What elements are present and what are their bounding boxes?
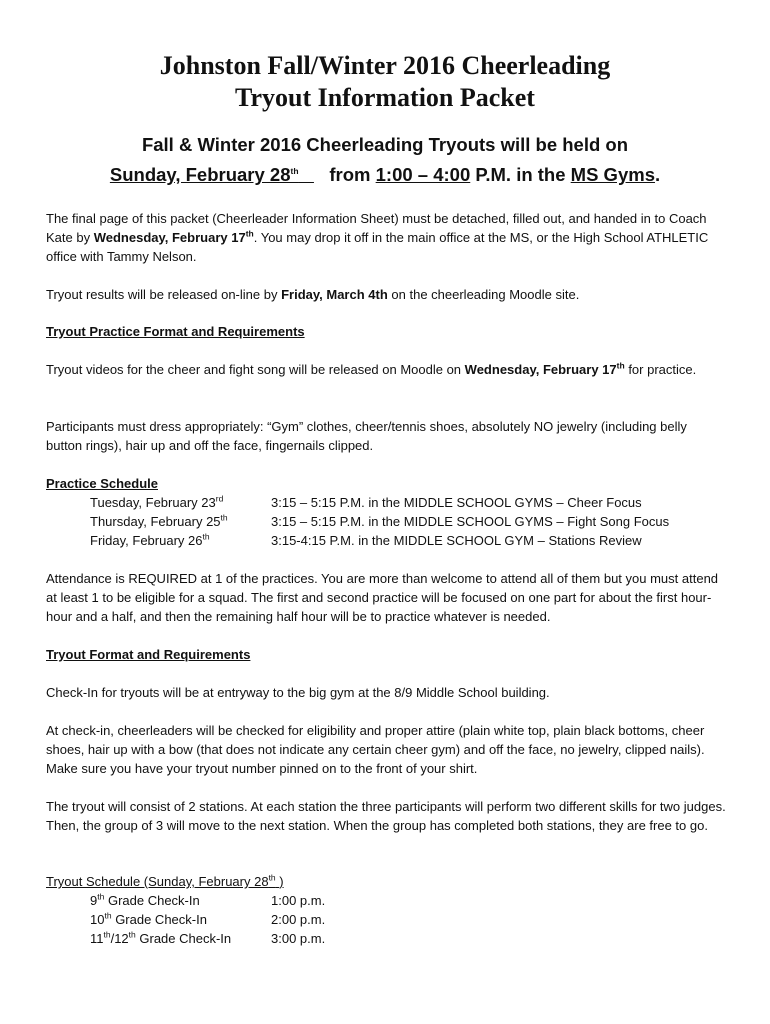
- practice-row-day: Friday, February 26th: [90, 531, 210, 548]
- practice-row-day: Thursday, February 25th: [90, 512, 228, 529]
- schedule-row-time: 2:00 p.m.: [271, 912, 326, 927]
- dress-paragraph: Participants must dress appropriately: “Gym” clothes, cheer/tennis shoes, absolutely NO jewelry (including belly button rings), hair up and off the face, fingernails clipped.: [46, 419, 687, 453]
- stations-paragraph: The tryout will consist of 2 stations. At each station the three participants will perform two different skills for two judges. Then, the group of 3 will move to the next station. When the group has completed both stations, they are free to go.: [46, 799, 726, 833]
- practice-row-detail: 3:15 – 5:15 P.M. in the MIDDLE SCHOOL GYMS – Cheer Focus: [271, 495, 642, 510]
- announcement-line-2: Sunday, February 28th from 1:00 – 4:00 P.M. in the MS Gyms.: [109, 164, 661, 185]
- schedule-row-grade: 10th Grade Check-In: [90, 910, 207, 927]
- results-paragraph: Tryout results will be released on-line by Friday, March 4th on the cheerleading Moodle site.: [46, 287, 580, 302]
- tryout-schedule-heading: Tryout Schedule (Sunday, February 28th ): [46, 872, 284, 889]
- results-date: Friday, March 4th: [281, 287, 388, 302]
- schedule-row-time: 1:00 p.m.: [271, 893, 326, 908]
- tryout-time: 1:00 – 4:00: [375, 164, 471, 185]
- info-sheet-paragraph: The final page of this packet (Cheerleader Information Sheet) must be detached, filled out, and handed in to Coach Kate by Wednesday, February 17th. You may drop it off in the main office at the MS, or the High School ATHLETIC office with Tammy Nelson.: [46, 211, 709, 264]
- page-title-line-1: Johnston Fall/Winter 2016 Cheerleading: [159, 51, 611, 80]
- practice-row-detail: 3:15 – 5:15 P.M. in the MIDDLE SCHOOL GYMS – Fight Song Focus: [271, 514, 670, 529]
- schedule-row-time: 3:00 p.m.: [271, 931, 326, 946]
- eligibility-paragraph: At check-in, cheerleaders will be checked for eligibility and proper attire (plain white top, plain black bottoms, cheer shoes, hair up with a bow (that does not indicate any certain cheer gym) and off the face, no jewelry, clipped nails). Make sure you have your tryout number pinned on to the front of your shirt.: [46, 723, 705, 776]
- videos-paragraph: Tryout videos for the cheer and fight song will be released on Moodle on Wednesday, February 17th for practice.: [46, 360, 697, 377]
- practice-format-heading: Tryout Practice Format and Requirements: [46, 324, 305, 339]
- checkin-paragraph: Check-In for tryouts will be at entryway to the big gym at the 8/9 Middle School building.: [46, 685, 550, 700]
- page-title-line-2: Tryout Information Packet: [235, 83, 535, 112]
- tryout-format-heading: Tryout Format and Requirements: [46, 647, 251, 662]
- schedule-row-grade: 9th Grade Check-In: [90, 891, 200, 908]
- videos-date: Wednesday, February 17th: [464, 360, 625, 377]
- practice-row-detail: 3:15-4:15 P.M. in the MIDDLE SCHOOL GYM – Stations Review: [271, 533, 642, 548]
- schedule-row-grade: 11th/12th Grade Check-In: [90, 929, 232, 946]
- announcement-line-1: Fall & Winter 2016 Cheerleading Tryouts will be held on: [141, 134, 629, 155]
- tryout-location: MS Gyms: [570, 164, 655, 185]
- info-sheet-deadline: Wednesday, February 17th: [93, 228, 254, 245]
- practice-row-day: Tuesday, February 23rd: [90, 493, 224, 510]
- practice-schedule-heading: Practice Schedule: [46, 476, 158, 491]
- attendance-paragraph: Attendance is REQUIRED at 1 of the practices. You are more than welcome to attend all of them but you must attend at least 1 to be eligible for a squad. The first and second practice will be focused on one part for about the first hour-hour and a half, and then the remaining half hour will be to practice whatever is needed.: [46, 571, 719, 624]
- tryout-date: Sunday, February 28th: [109, 164, 299, 185]
